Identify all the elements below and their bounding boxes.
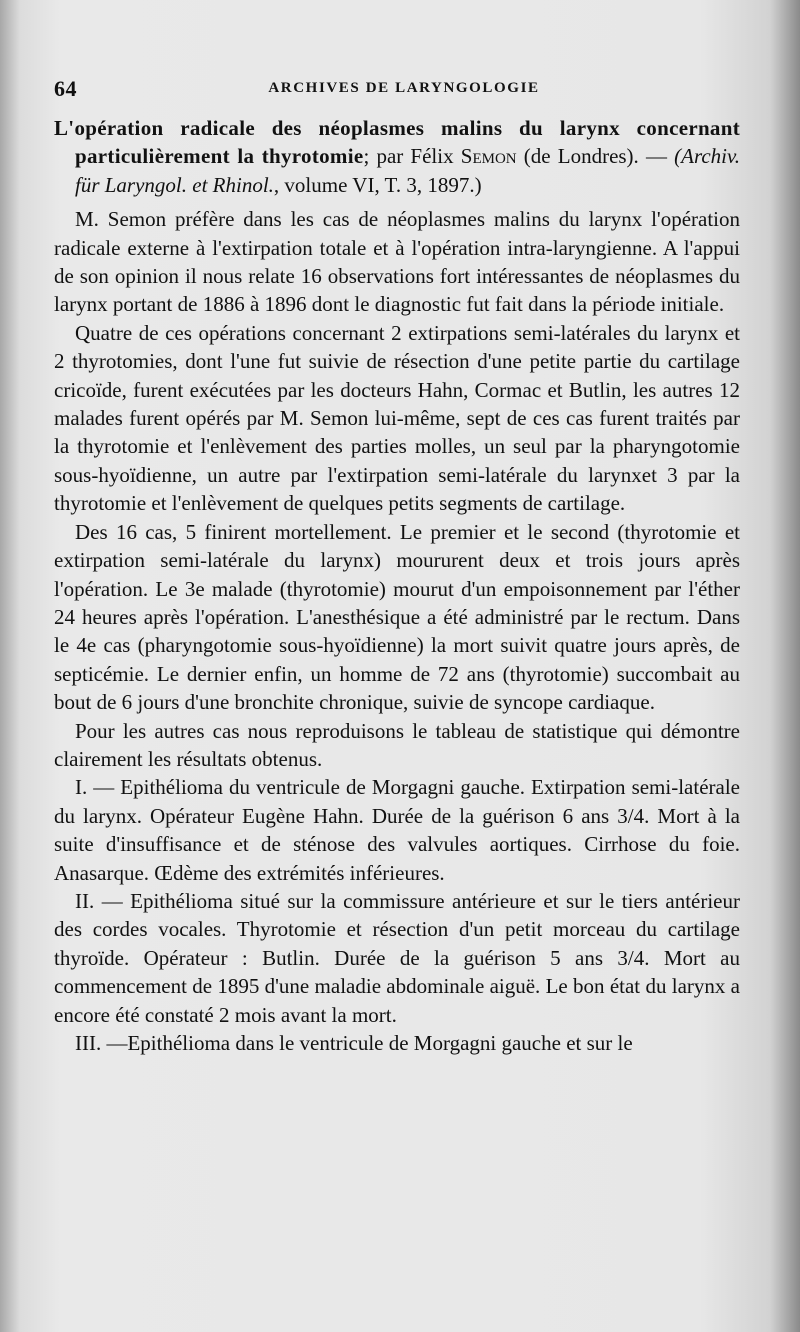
paragraph-statistics: Pour les autres cas nous reproduisons le tableau de statistique qui démontre clairement les résultats obtenus. <box>54 718 740 771</box>
article-title: L'opération radicale des néoplasmes malins du larynx concernant particulièrement la thyrotomie <box>54 116 740 169</box>
page-number: 64 <box>54 76 77 101</box>
article-journal: (Archiv. für Laryngol. et Rhinol. <box>75 144 741 197</box>
case-3: III. —Epithélioma dans le ventricule de Morgagni gauche et sur le <box>75 1031 633 1055</box>
article-reference <box>54 114 740 199</box>
paragraph-intro: M. Semon préfère dans les cas de néoplasmes malins du larynx l'opération radicale externe à l'extirpation totale et à l'opération intra-laryngienne. A l'appui de son opinion il nous relate 16 observations fort intéressantes de néoplasmes du larynx portant de 1886 à 1896 dont le diagnostic fut fait dans la période initiale. <box>54 207 740 317</box>
article-volume: , volume VI, T. 3, 1897.) <box>273 172 482 197</box>
page-header <box>54 76 754 106</box>
case-2: II. — Epithélioma situé sur la commissure antérieure et sur le tiers antérieur des cordes vocales. Thyrotomie et résection d'un petit morceau du cartilage thyroïde. Opérateur : Butlin. Durée de la guérison 5 ans 3/4. Mort au commencement de 1895 d'une maladie abdominale aiguë. Le bon état du larynx a encore été constaté 2 mois avant la mort. <box>54 888 740 1027</box>
article-author-place: (de Londres). — <box>516 144 675 169</box>
case-1: I. — Epithélioma du ventricule de Morgagni gauche. Extirpation semi-latérale du larynx. Opérateur Eugène Hahn. Durée de la guérison 6 ans 3/4. Mort à la suite d'insuffisance et de sténose des valvules aortiques. Cirrhose du foie. Anasarque. Œdème des extrémités inférieures. <box>54 775 740 885</box>
article-by: ; par Félix <box>363 144 454 169</box>
article-body <box>54 114 740 1057</box>
article-author: Semon <box>460 144 517 169</box>
paragraph-deaths: Des 16 cas, 5 finirent mortellement. Le premier et le second (thyrotomie et extirpation semi-latérale du larynx) moururent deux et trois jours après l'opération. Le 3e malade (thyrotomie) mourut d'un empoisonnement par l'éther 24 heures après l'opération. L'anesthésique a été administré par le rectum. Dans le 4e cas (pharyngotomie sous-hyoïdienne) la mort suivit quatre jours après, de septicémie. Le dernier enfin, un homme de 72 ans (thyrotomie) succombait au bout de 6 jours d'une bronchite chronique, suivie de syncope cardiaque. <box>54 519 740 715</box>
paragraph-operations: Quatre de ces opérations concernant 2 extirpations semi-latérales du larynx et 2 thyrotomies, dont l'une fut suivie de résection d'une petite partie du cartilage cricoïde, furent exécutées par les docteurs Hahn, Cormac et Butlin, les autres 12 malades furent opérés par M. Semon lui-même, sept de ces cas furent traités par la thyrotomie et l'enlèvement des parties molles, un seul par la pharyngotomie sous-hyoïdienne, un autre par l'extirpation semi-latérale du larynxet 3 par la thyrotomie et l'enlèvement de quelques petits segments de cartilage. <box>54 320 740 516</box>
running-title: ARCHIVES DE LARYNGOLOGIE <box>268 80 540 96</box>
